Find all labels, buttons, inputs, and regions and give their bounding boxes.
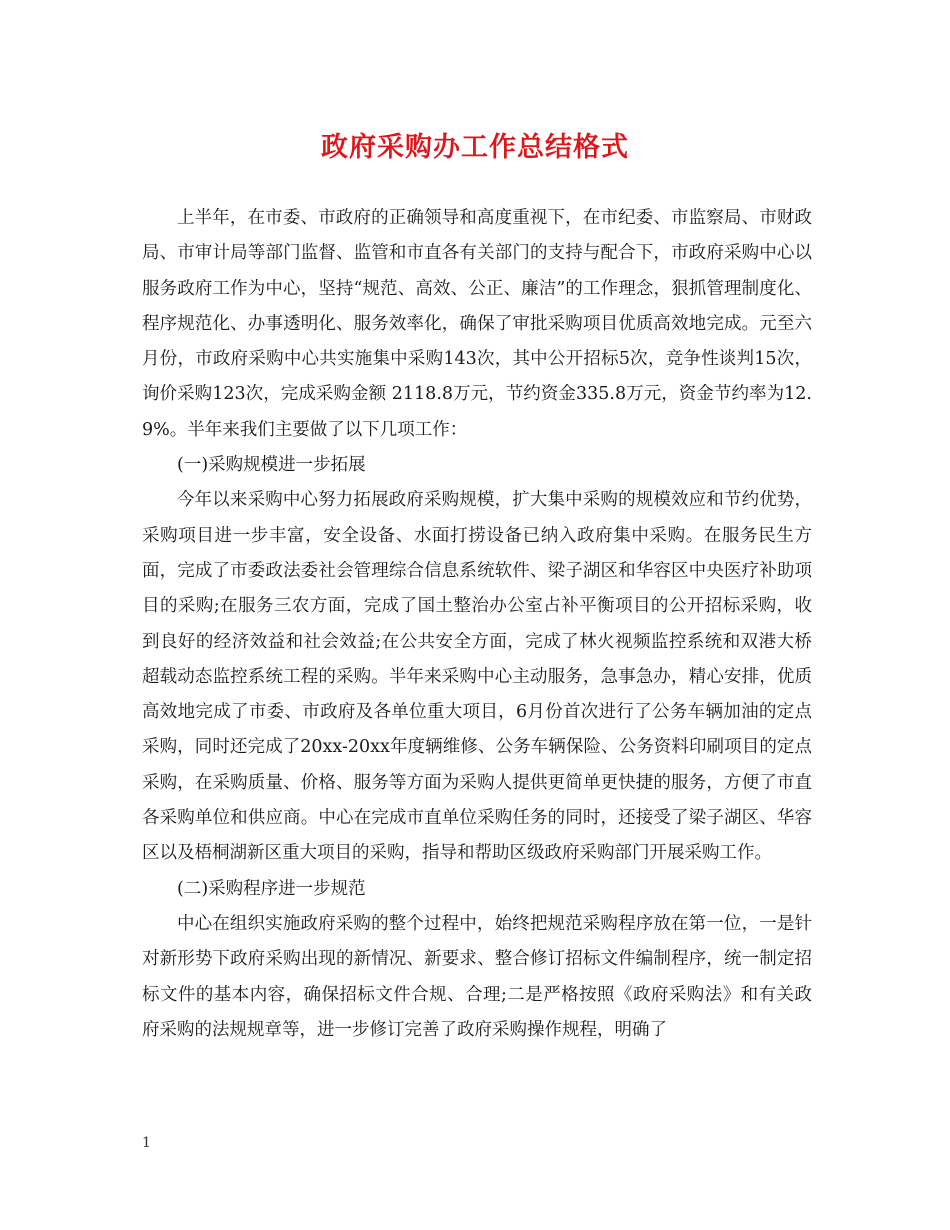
document-title: 政府采购办工作总结格式 bbox=[321, 132, 629, 163]
paragraph-intro: 上半年，在市委、市政府的正确领导和高度重视下，在市纪委、市监察局、市财政局、市审计局等部门监督、监管和市直各有关部门的支持与配合下，市政府采购中心以服务政府工作为中心，坚持“规范、高效、公正、廉洁”的工作理念，狠抓管理制度化、程序规范化、办事透明化、服务效率化，确保了审批采购项目优质高效地完成。元至六月份，市政府采购中心共实施集中采购143次，其中公开招标5次，竞争性谈判15次，询价采购123次，完成采购金额 2118.8万元，节约资金335.8万元，资金节约率为12.9%。半年来我们主要做了以下几项工作： bbox=[142, 208, 812, 440]
paragraph-section-2: 中心在组织实施政府采购的整个过程中，始终把规范采购程序放在第一位，一是针对新形势下政府采购出现的新情况、新要求、整合修订招标文件编制程序，统一制定招标文件的基本内容，确保招标文件合规、合理;二是严格按照《政府采购法》和有关政府采购的法规规章等，进一步修订完善了政府采购操作规程，明确了 bbox=[142, 913, 812, 1040]
section-heading-1: (一)采购规模进一步拓展 bbox=[177, 455, 366, 476]
page-number: 1 bbox=[142, 1135, 151, 1151]
section-heading-2: (二)采购程序进一步规范 bbox=[177, 878, 366, 899]
document-body bbox=[142, 201, 812, 1048]
paragraph-section-1: 今年以来采购中心努力拓展政府采购规模，扩大集中采购的规模效应和节约优势，采购项目进一步丰富，安全设备、水面打捞设备已纳入政府集中采购。在服务民生方面，完成了市委政法委社会管理综合信息系统软件、梁子湖区和华容区中央医疗补助项目的采购;在服务三农方面，完成了国土整治办公室占补平衡项目的公开招标采购，收到良好的经济效益和社会效益;在公共安全方面，完成了林火视频监控系统和双港大桥超载动态监控系统工程的采购。半年来采购中心主动服务，急事急办，精心安排，优质高效地完成了市委、市政府及各单位重大项目，6月份首次进行了公务车辆加油的定点采购，同时还完成了20xx-20xx年度辆维修、公务车辆保险、公务资料印刷项目的定点采购，在采购质量、价格、服务等方面为采购人提供更简单更快捷的服务，方便了市直各采购单位和供应商。中心在完成市直单位采购任务的同时，还接受了梁子湖区、华容区以及梧桐湖新区重大项目的采购，指导和帮助区级政府采购部门开展采购工作。 bbox=[142, 490, 812, 864]
